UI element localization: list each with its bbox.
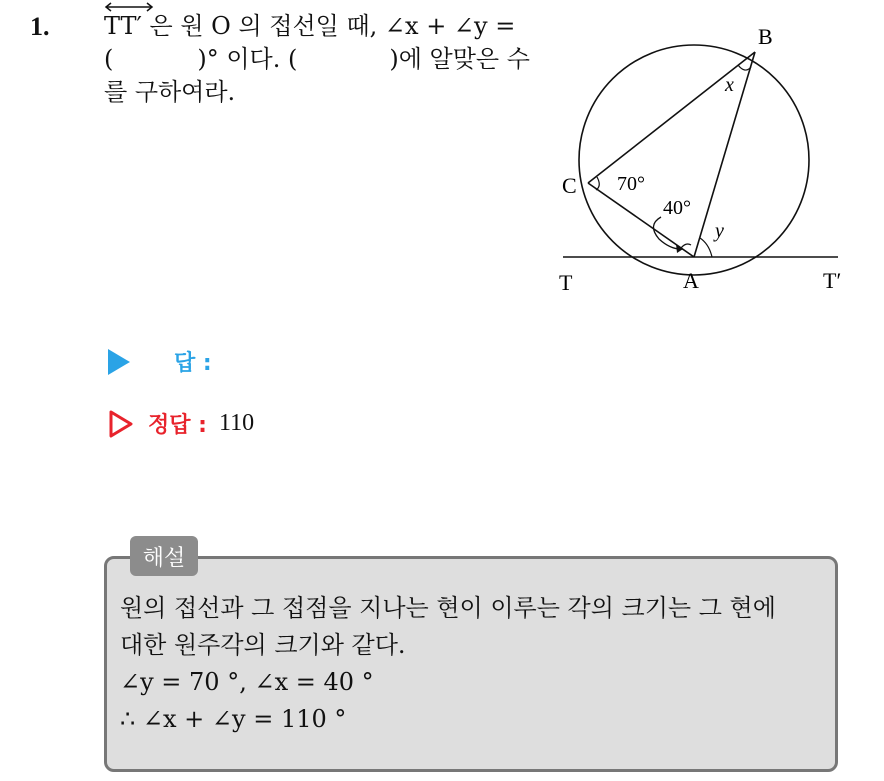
label-y: y (715, 220, 724, 242)
explanation-line-1: 원의 접선과 그 접점을 지나는 현이 이루는 각의 크기는 그 현에 (120, 594, 776, 622)
question-line2-end: )에 알맞은 수 (389, 45, 530, 73)
label-x: x (725, 74, 734, 96)
explanation-text (120, 590, 830, 738)
angle-arc-y (700, 238, 712, 257)
pointer-arrow (653, 217, 683, 249)
correct-answer-label: 정답 : (148, 413, 207, 438)
explanation-line-3: ∠y = 70 °, ∠x = 40 ° (120, 668, 374, 696)
label-t-prime: T′ (823, 268, 842, 293)
angle-arc-a (681, 244, 691, 248)
tangent-line-symbol: TT′ (104, 10, 142, 43)
play-icon (108, 349, 130, 375)
circle-o (579, 45, 809, 275)
label-angle-70: 70° (617, 173, 645, 195)
angle-sum-expression: ∠x + ∠y = (384, 12, 516, 40)
chord-cb (588, 52, 755, 183)
explanation-line-4: ∴ ∠x + ∠y = 110 ° (120, 705, 347, 733)
outline-play-icon (108, 409, 134, 439)
label-t: T (559, 270, 573, 295)
double-arrow-icon (104, 2, 154, 12)
label-c: C (562, 173, 577, 198)
question-number: 1. (30, 12, 50, 41)
question-line3: 를 구하여라. (104, 78, 236, 106)
label-a: A (683, 268, 699, 293)
circle-tangent-diagram (555, 20, 855, 300)
question-paren-open: ( (104, 45, 114, 73)
label-angle-40: 40° (663, 197, 691, 219)
explanation-tag: 해설 (130, 536, 198, 576)
correct-answer-value: 110 (218, 410, 255, 436)
explanation-line-2: 대한 원주각의 크기와 같다. (120, 631, 406, 659)
label-b: B (758, 24, 773, 49)
pointer-arrowhead (676, 244, 683, 253)
correct-answer-row (108, 408, 254, 439)
answer-row (108, 346, 212, 377)
angle-arc-b (738, 65, 751, 70)
question-line1: 은 원 O 의 접선일 때, (141, 12, 385, 40)
question-text (104, 10, 534, 109)
answer-label: 답 : (174, 351, 212, 376)
question-line2-mid: )° 이다. ( (197, 45, 298, 73)
